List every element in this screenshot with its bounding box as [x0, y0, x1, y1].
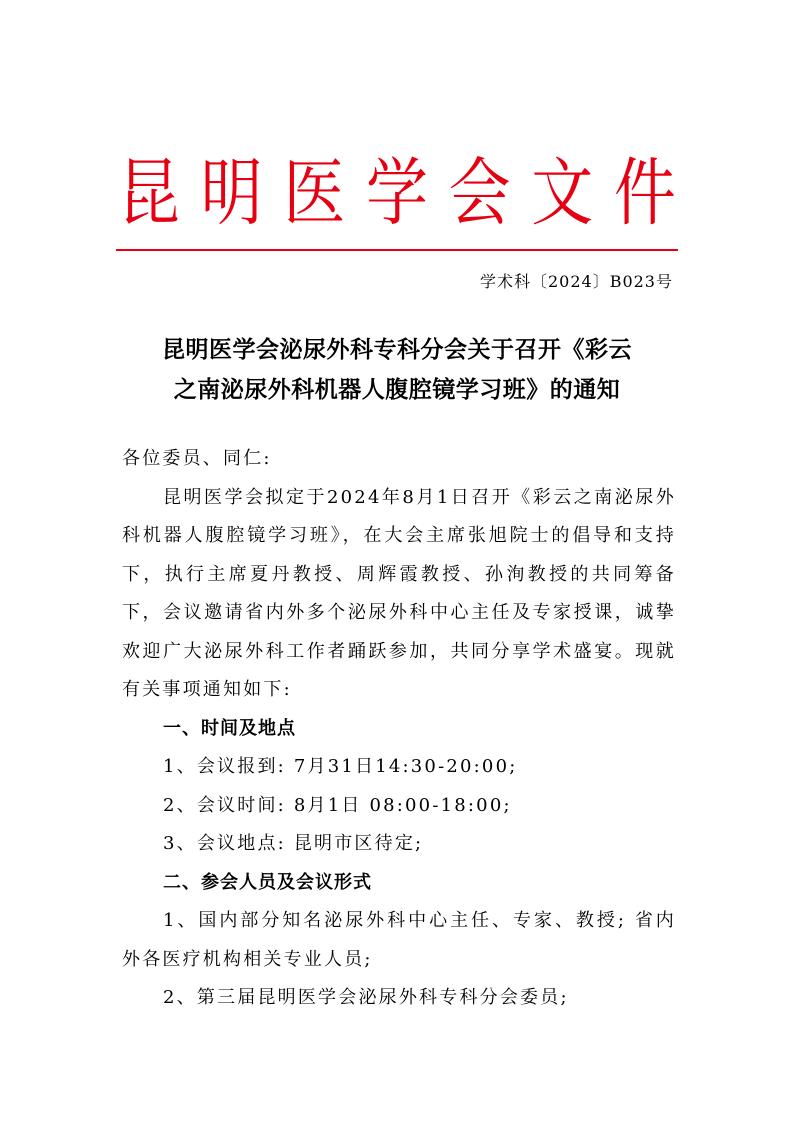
title-line-1: 昆明医学会泌尿外科专科分会关于召开《彩云 [162, 337, 632, 363]
header-char: 医 [283, 149, 346, 236]
header-char: 学 [365, 149, 428, 236]
intro-paragraph: 昆明医学会拟定于2024年8月1日召开《彩云之南泌尿外科机器人腹腔镜学习班》，在大会主席张旭院士的倡导和支持下，执行主席夏丹教授、周辉霞教授、孙洵教授的共同筹备下，会议邀请省内外多个泌尿外科中心主任及专家授课，诚挚欢迎广大泌尿外科工作者踊跃参加，共同分享学术盛宴。现就有关事项通知如下: [122, 486, 676, 700]
header-char: 文 [531, 149, 594, 236]
section-heading-attendees: 二、参会人员及会议形式 [163, 871, 372, 893]
section-heading-time-location: 一、时间及地点 [163, 717, 296, 739]
document-title [116, 330, 678, 410]
title-line-2: 之南泌尿外科机器人腹腔镜学习班》的通知 [173, 377, 621, 403]
list-item: 2、第三届昆明医学会泌尿外科专科分会委员; [163, 987, 569, 1008]
header-char: 件 [613, 149, 676, 236]
header-char: 昆 [117, 149, 180, 236]
header-divider [116, 249, 678, 251]
salutation: 各位委员、同仁: [122, 448, 272, 469]
list-item: 3、会议地点: 昆明市区待定; [163, 833, 424, 854]
header-char: 会 [448, 149, 511, 236]
document-header-title [116, 148, 678, 238]
list-item: 2、会议时间: 8月1日 08:00-18:00; [163, 794, 512, 816]
header-char: 明 [200, 149, 263, 236]
list-item: 1、国内部分知名泌尿外科中心主任、专家、教授; 省内外各医疗机构相关专业人员; [122, 910, 676, 970]
document-body [122, 440, 676, 1018]
list-item: 1、会议报到: 7月31日14:30-20:00; [163, 756, 518, 777]
document-number: 学术科〔2024〕B023号 [479, 272, 673, 291]
